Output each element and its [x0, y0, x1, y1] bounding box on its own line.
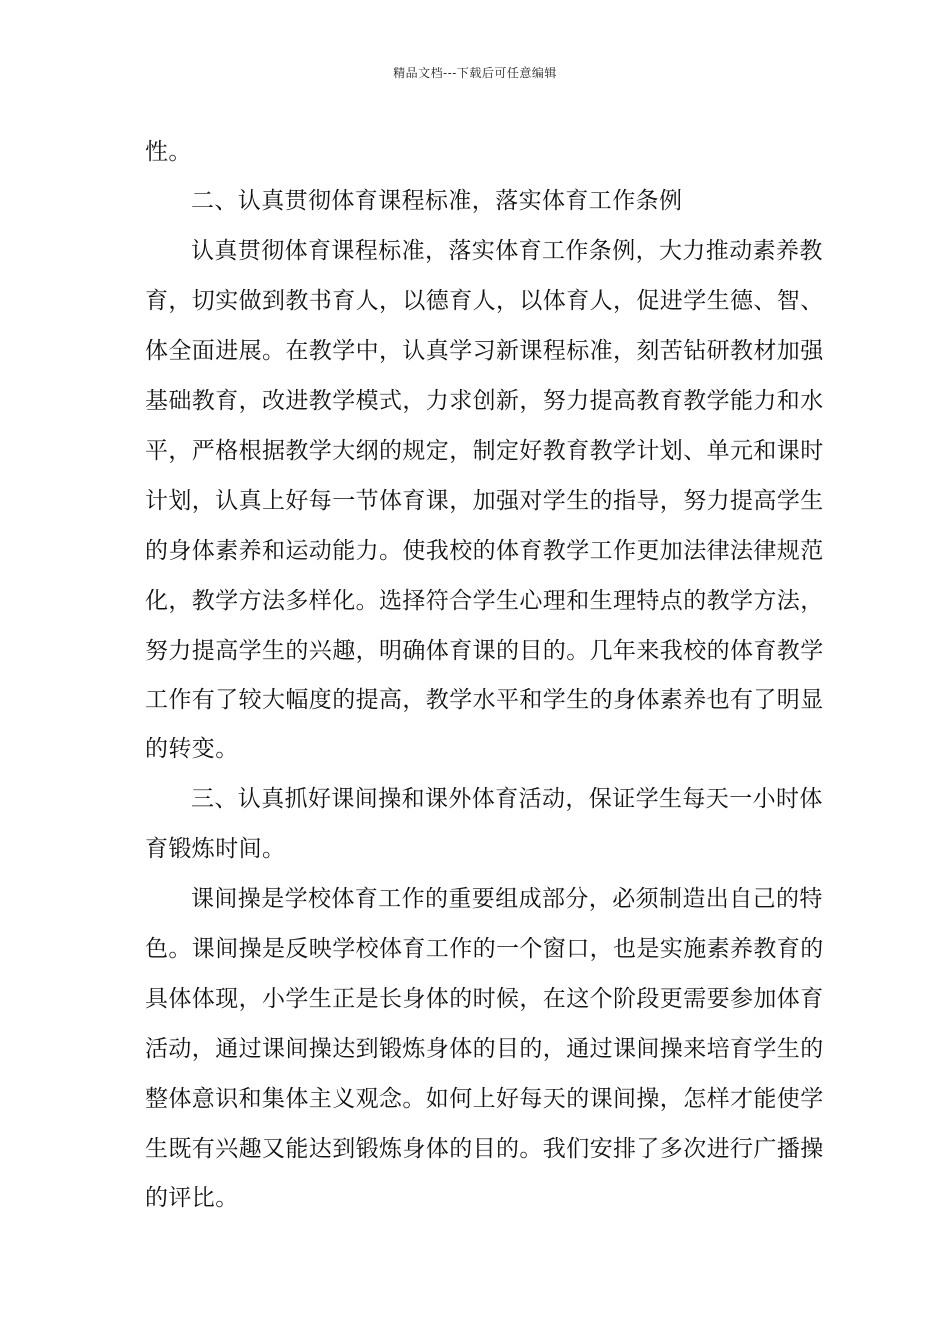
body-line: 计划，认真上好每一节体育课，加强对学生的指导，努力提高学生 [145, 488, 824, 514]
body-line: 工作有了较大幅度的提高，教学水平和学生的身体素养也有了明显 [145, 687, 824, 713]
body-line: 认真贯彻体育课程标准，落实体育工作条例，大力推动素养教 [191, 238, 823, 264]
section-heading: 三、认真抓好课间操和课外体育活动，保证学生每天一小时体 [191, 786, 823, 812]
section-heading: 二、认真贯彻体育课程标准，落实体育工作条例 [191, 188, 683, 214]
section-heading-cont: 育锻炼时间。 [145, 836, 286, 862]
body-line: 的身体素养和运动能力。使我校的体育教学工作更加法律法律规范 [145, 538, 824, 564]
body-line: 育，切实做到教书育人，以德育人，以体育人，促进学生德、智、 [145, 288, 824, 314]
body-line: 努力提高学生的兴趣，明确体育课的目的。几年来我校的体育教学 [145, 638, 824, 664]
body-line: 体全面进展。在教学中，认真学习新课程标准，刻苦钻研教材加强 [145, 338, 824, 364]
body-line: 化，教学方法多样化。选择符合学生心理和生理特点的教学方法， [145, 588, 824, 614]
page-header: 精品文档---下载后可任意编辑 [393, 66, 557, 80]
body-line: 平，严格根据教学大纲的规定，制定好教育教学计划、单元和课时 [145, 438, 824, 464]
body-line: 的转变。 [145, 736, 239, 762]
body-line: 具体体现，小学生正是长身体的时候，在这个阶段更需要参加体育 [145, 986, 824, 1012]
body-line: 生既有兴趣又能达到锻炼身体的目的。我们安排了多次进行广播操 [145, 1136, 824, 1162]
body-line: 基础教育，改进教学模式，力求创新，努力提高教育教学能力和水 [145, 388, 824, 414]
body-line: 色。课间操是反映学校体育工作的一个窗口，也是实施素养教育的 [145, 936, 824, 962]
body-line: 整体意识和集体主义观念。如何上好每天的课间操，怎样才能使学 [145, 1086, 824, 1112]
body-line: 性。 [145, 139, 192, 165]
body-line: 课间操是学校体育工作的重要组成部分，必须制造出自己的特 [191, 886, 823, 912]
body-line: 的评比。 [145, 1185, 239, 1211]
body-line: 活动，通过课间操达到锻炼身体的目的，通过课间操来培育学生的 [145, 1036, 824, 1062]
